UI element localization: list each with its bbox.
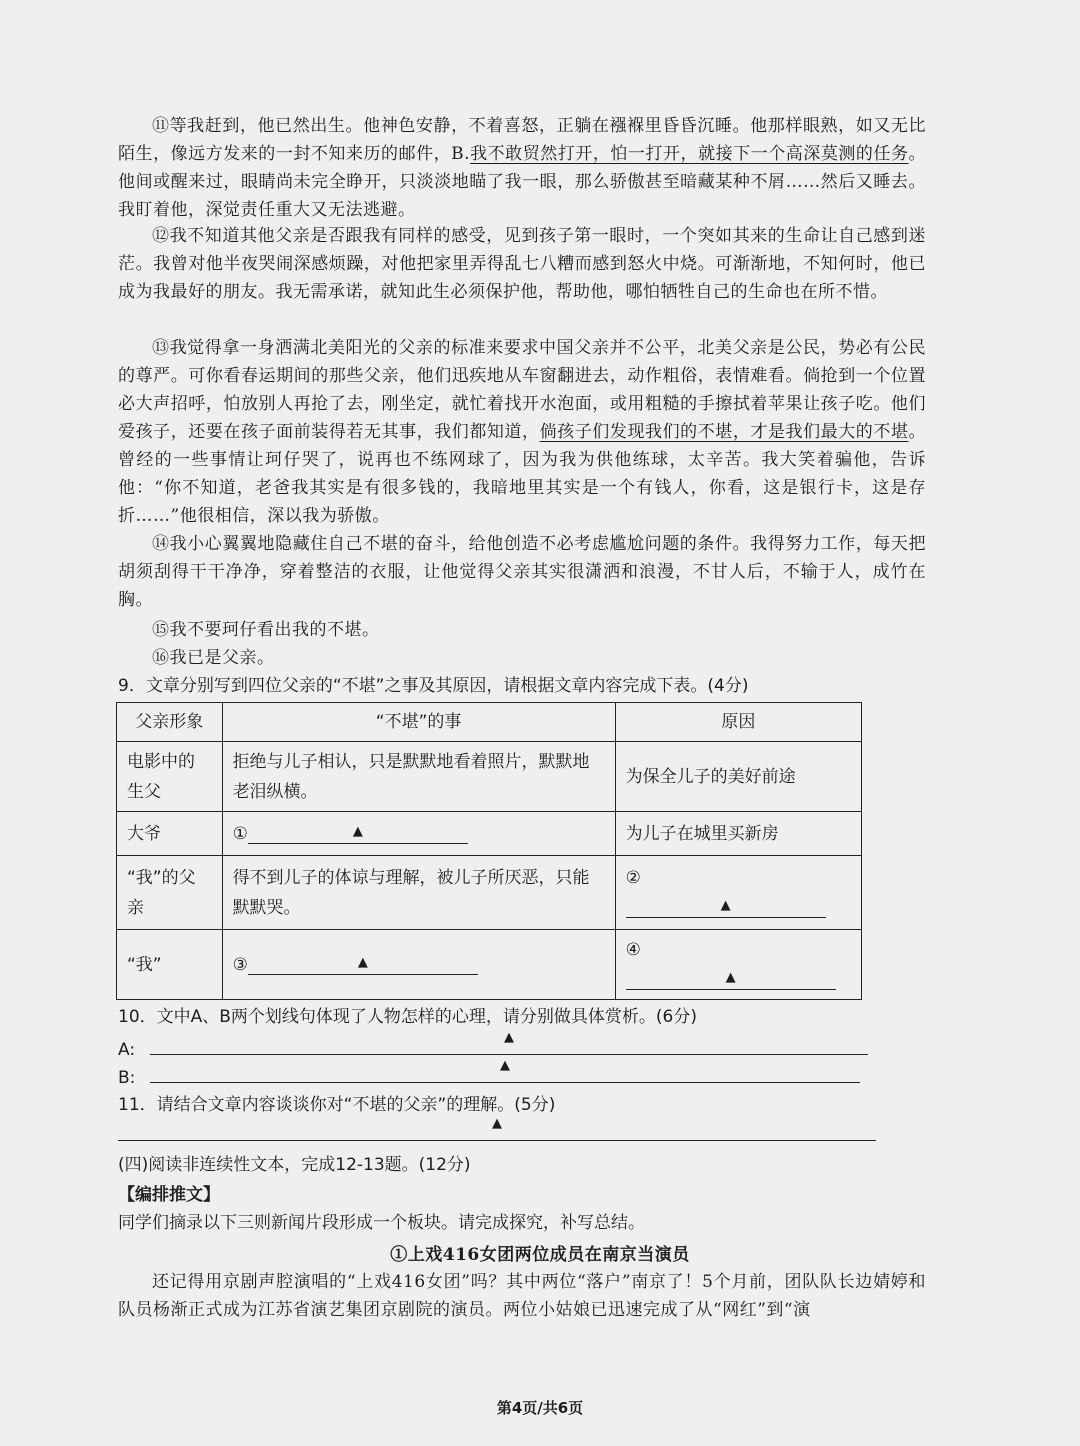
table-cell-who: “我”的父亲 <box>117 856 223 930</box>
paragraph-16: ⑯我已是父亲。 <box>152 648 275 668</box>
paragraph-14: ⑭我小心翼翼地隐藏住自己不堪的奋斗，给他创造不必考虑尴尬问题的条件。我得努力工作，每天把胡须刮得干干净净，穿着整洁的衣服，让他觉得父亲其实很潇洒和浪漫，不甘人后，不输于人，成竹在胸。 <box>118 534 926 610</box>
paragraph-13 <box>118 334 926 530</box>
question-10: 10．文中A、B两个划线句体现了人物怎样的心理，请分别做具体赏析。(6分) <box>118 1007 698 1027</box>
answer-blank-2[interactable] <box>626 897 826 918</box>
question-9: 9．文章分别写到四位父亲的“不堪”之事及其原因，请根据文章内容完成下表。(4分) <box>118 676 749 696</box>
paragraph-11-text: ⑪等我赶到，他已然出生。他神色安静，不着喜怒，正躺在襁褓里昏昏沉睡。他那样眼熟，如又无比陌生，像远方发来的一封不知来历的邮件，B. <box>118 116 926 164</box>
table-cell-event: 拒绝与儿子相认，只是默默地看着照片，默默地老泪纵横。 <box>222 742 615 812</box>
table-cell-reason: 为儿子在城里买新房 <box>615 812 861 856</box>
table-header: 原因 <box>615 703 861 742</box>
paragraph-13-text: ⑬我觉得拿一身洒满北美阳光的父亲的标准来要求中国父亲并不公平，北美父亲是公民，势必有公民的尊严。可你看春运期间的那些父亲，他们迅疾地从车窗翻进去，动作粗俗，表情难看。倘抢到一个位置必大声招呼，怕放别人再抢了去，刚坐定，就忙着找开水泡面，或用粗糙的手擦拭着苹果让孩子吃。他们爱孩子，还要在孩子面前装得若无其事，我们都知道， <box>118 338 926 442</box>
paragraph-13-text-end: 。曾经的一些事情让珂仔哭了，说再也不练网球了，因为我为供他练球，太辛苦。我大笑着骗他，告诉他：“你不知道，老爸我其实是有很多钱的，我暗地里其实是一个有钱人，你看，这是银行卡，这是存折……”他很相信，深以我为骄傲。 <box>118 422 927 526</box>
blank-number: ② <box>625 867 641 888</box>
answer-line-11[interactable] <box>118 1118 876 1141</box>
triangle-marker-icon: ▲ <box>492 1116 502 1131</box>
blank-number: ① <box>232 823 248 844</box>
answer-line-b[interactable] <box>150 1060 860 1083</box>
page-number: 第4页/共6页 <box>496 1399 584 1417</box>
paragraph-11 <box>118 112 926 224</box>
table-row <box>117 856 862 930</box>
paragraph-15: ⑮我不要珂仔看出我的不堪。 <box>152 620 380 640</box>
answer-line-a[interactable] <box>150 1032 868 1055</box>
table-header-row <box>117 703 862 742</box>
news-title: ①上戏416女团两位成员在南京当演员 <box>390 1245 690 1265</box>
blank-number: ④ <box>625 939 641 960</box>
table-row <box>117 742 862 812</box>
triangle-marker-icon: ▲ <box>500 1058 510 1073</box>
underlined-sentence-a: 倘孩子们发现我们的不堪，才是我们最大的不堪 <box>539 422 909 442</box>
table-row <box>117 812 862 856</box>
underlined-sentence-b: 我不敢贸然打开，怕一打开，就接下一个高深莫测的任务 <box>470 144 909 164</box>
table-header: “不堪”的事 <box>222 703 615 742</box>
table-row <box>117 930 862 1000</box>
table-cell-event <box>222 812 615 856</box>
triangle-marker-icon: ▲ <box>725 970 736 985</box>
table-cell-event <box>222 930 615 1000</box>
section-instruction: 同学们摘录以下三则新闻片段形成一个板块。请完成探究，补写总结。 <box>118 1213 645 1233</box>
triangle-marker-icon: ▲ <box>504 1030 514 1045</box>
answer-blank-4[interactable] <box>626 969 836 990</box>
answer-blank-3[interactable] <box>248 954 478 975</box>
answer-blank-1[interactable] <box>248 823 468 844</box>
question-9-table <box>116 702 862 1000</box>
table-cell-reason: 为保全儿子的美好前途 <box>615 742 861 812</box>
table-cell-reason <box>615 930 861 1000</box>
answer-label-b: B: <box>118 1068 136 1088</box>
section-heading: (四)阅读非连续性文本，完成12-13题。(12分) <box>118 1155 471 1175</box>
paragraph-11-text-end: 。他间或醒来过，眼睛尚未完全睁开，只淡淡地瞄了我一眼，那么骄傲甚至暗藏某种不屑……然后又睡去。我盯着他，深觉责任重大又无法逃避。 <box>118 144 926 220</box>
table-cell-who: 大爷 <box>117 812 223 856</box>
triangle-marker-icon: ▲ <box>352 824 363 839</box>
table-cell-reason <box>615 856 861 930</box>
triangle-marker-icon: ▲ <box>357 955 368 970</box>
paragraph-12: ⑫我不知道其他父亲是否跟我有同样的感受，见到孩子第一眼时，一个突如其来的生命让自己感到迷茫。我曾对他半夜哭闹深感烦躁，对他把家里弄得乱七八糟而感到怒火中烧。可渐渐地，不知何时，他已成为我最好的朋友。我无需承诺，就知此生必须保护他，帮助他，哪怕牺牲自己的生命也在所不惜。 <box>118 226 926 302</box>
table-cell-event: 得不到儿子的体谅与理解，被儿子所厌恶，只能默默哭。 <box>222 856 615 930</box>
table-cell-who: 电影中的生父 <box>117 742 223 812</box>
blank-number: ③ <box>232 954 248 975</box>
triangle-marker-icon: ▲ <box>720 898 731 913</box>
news-paragraph: 还记得用京剧声腔演唱的“上戏416女团”吗？其中两位“落户”南京了！5个月前，团队队长边婧婷和队员杨渐正式成为江苏省演艺集团京剧院的演员。两位小姑娘已迅速完成了从“网红”到“演 <box>118 1272 926 1320</box>
question-11: 11．请结合文章内容谈谈你对“不堪的父亲”的理解。(5分) <box>118 1095 556 1115</box>
section-tag: 【编排推文】 <box>118 1185 220 1205</box>
table-cell-who: “我” <box>117 930 223 1000</box>
table-header: 父亲形象 <box>117 703 223 742</box>
answer-label-a: A: <box>118 1040 136 1060</box>
